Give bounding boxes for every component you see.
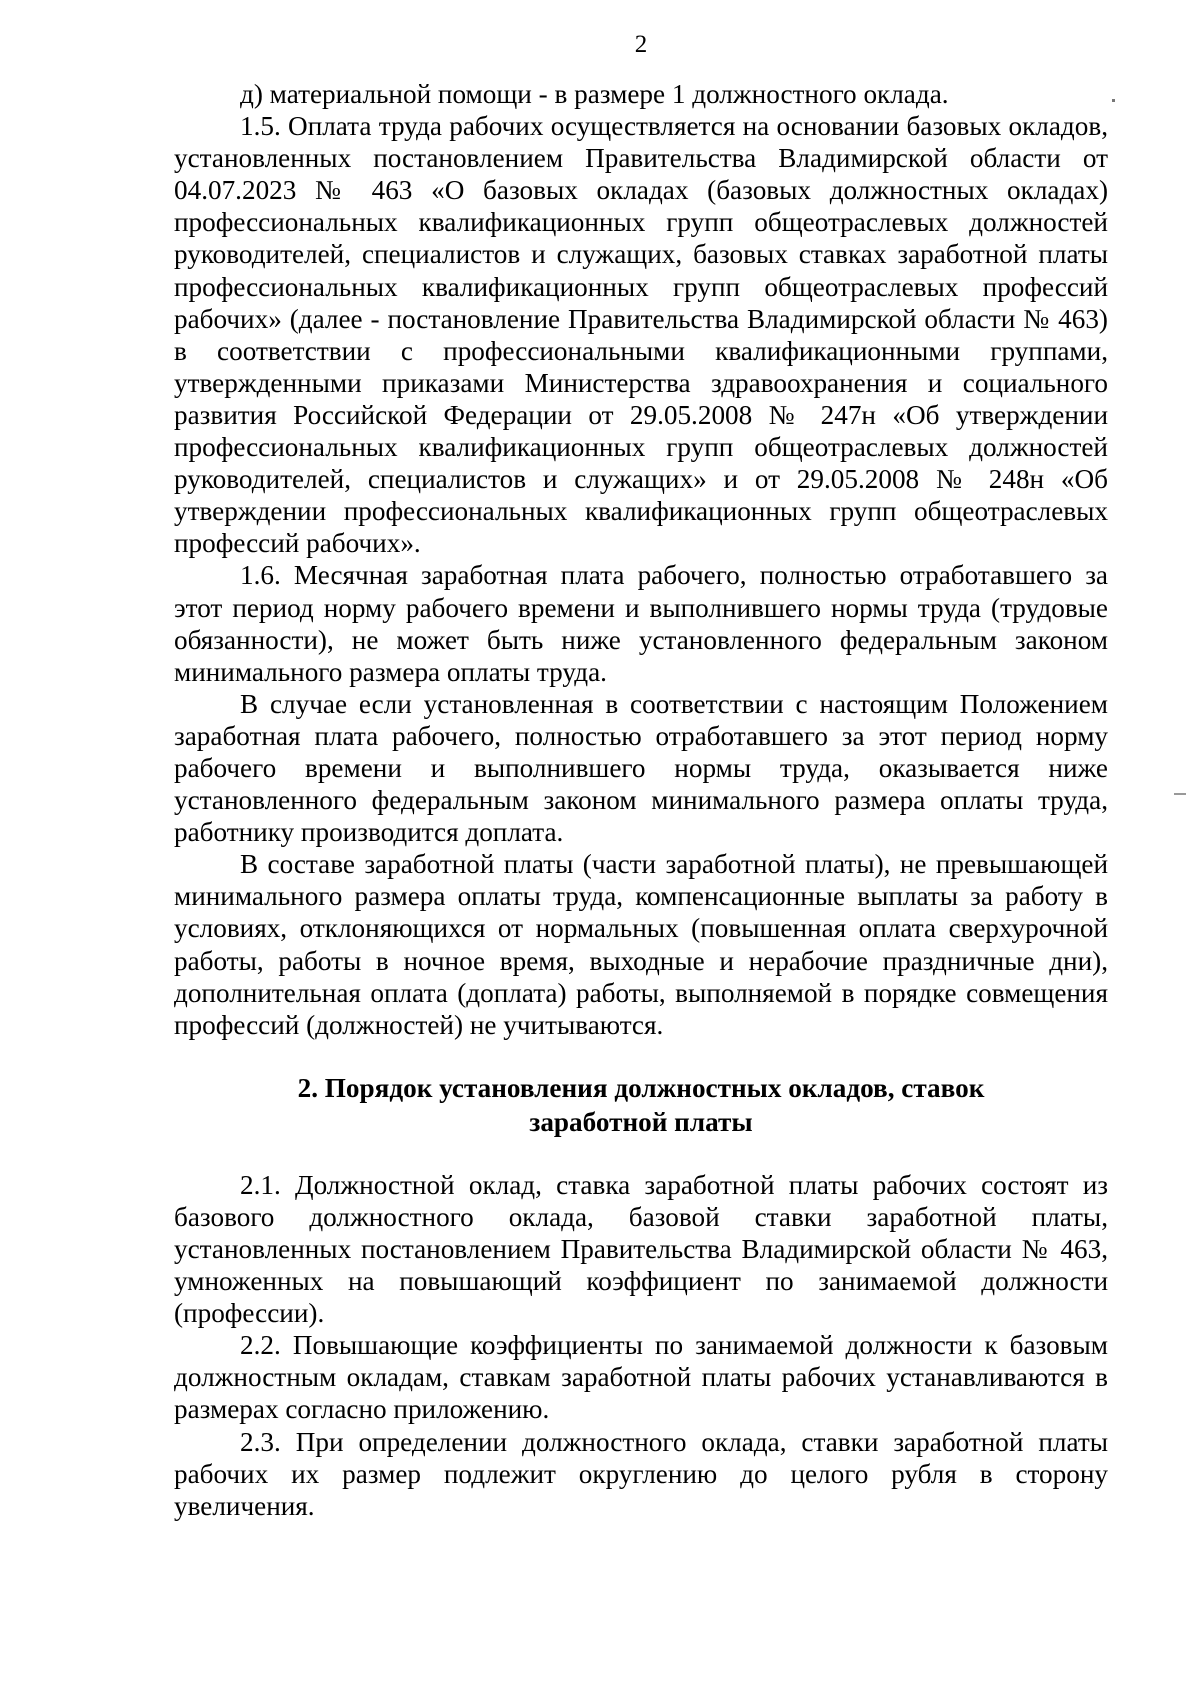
paragraph-2-2: 2.2. Повышающие коэффициенты по занимаемой должности к базовым должностным окладам, ставкам заработной платы рабочих устанавливаются в размерах согласно приложению.: [174, 1330, 1108, 1425]
page-number: 2: [634, 31, 648, 58]
section-heading: [174, 1071, 1108, 1139]
section-heading-line-1: 2. Порядок установления должностных окладов, ставок: [297, 1072, 985, 1103]
paragraph-2-1: 2.1. Должностной оклад, ставка заработной платы рабочих состоят из базового должностного оклада, базовой ставки заработной платы, установленных постановлением Правительства Владимирской области № 463, умноженных на повышающий коэффициент по занимаемой должности (профессии).: [174, 1169, 1108, 1329]
scan-speck: [1112, 99, 1115, 102]
paragraph-1-6: 1.6. Месячная заработная плата рабочего, полностью отработавшего за этот период норму рабочего времени и выполнившего нормы труда (трудовые обязанности), не может быть ниже установленного федеральным законом минимального размера оплаты труда.: [174, 560, 1108, 687]
document-body: [174, 78, 1108, 1522]
paragraph-1-6-excluded-payments: В составе заработной платы (части заработной платы), не превышающей минимального размера оплаты труда, компенсационные выплаты за работу в условиях, отклоняющихся от нормальных (повышенная оплата сверхурочной работы, работы в ночное время, выходные и нерабочие праздничные дни), дополнительная оплата (доплата) работы, выполняемой в порядке совмещения профессий (должностей) не учитываются.: [174, 849, 1108, 1040]
paragraph-1-6-minimum-wage-supplement: В случае если установленная в соответствии с настоящим Положением заработная плата рабочего, полностью отработавшего за этот период норму рабочего времени и выполнившего нормы труда, оказывается ниже установленного федеральным законом минимального размера оплаты труда, работнику производится доплата.: [174, 688, 1108, 848]
paragraph-1-5: 1.5. Оплата труда рабочих осуществляется на основании базовых окладов, установленных постановлением Правительства Владимирской области от 04.07.2023 № 463 «О базовых окладах (базовых должностных окладах) профессиональных квалификационных групп общеотраслевых должностей руководителей, специалистов и служащих, базовых ставках заработной платы профессиональных квалификационных групп общеотраслевых профессий рабочих» (далее - постановление Правительства Владимирской области № 463) в соответствии с профессиональными квалификационными группами, утвержденными приказами Министерства здравоохранения и социального развития Российской Федерации от 29.05.2008 № 247н «Об утверждении профессиональных квалификационных групп общеотраслевых должностей руководителей, специалистов и служащих» и от 29.05.2008 № 248н «Об утверждении профессиональных квалификационных групп общеотраслевых профессий рабочих».: [174, 111, 1108, 559]
section-heading-line-2: заработной платы: [529, 1106, 753, 1137]
paragraph-2-3: 2.3. При определении должностного оклада, ставки заработной платы рабочих их размер подлежит округлению до целого рубля в сторону увеличения.: [174, 1426, 1108, 1521]
paragraph-item-d: д) материальной помощи - в размере 1 должностного оклада.: [240, 79, 949, 109]
scan-dash: [1174, 793, 1186, 795]
